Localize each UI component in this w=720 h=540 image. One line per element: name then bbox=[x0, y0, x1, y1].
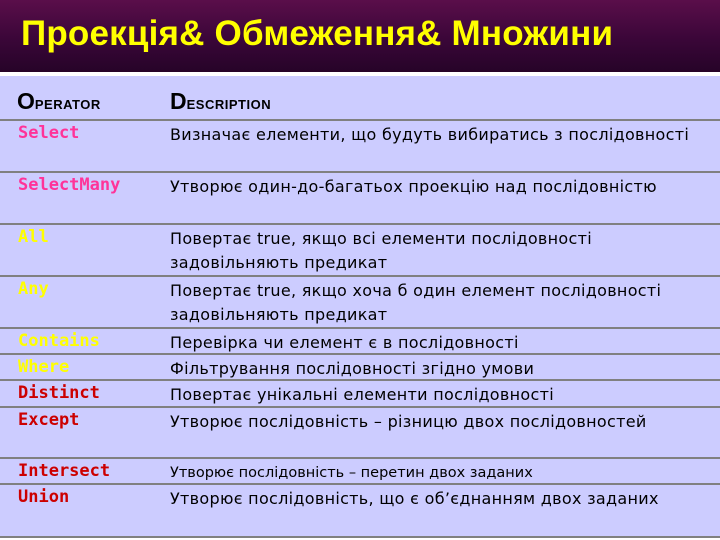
operator-name: Distinct bbox=[18, 383, 100, 403]
table-row bbox=[0, 459, 720, 485]
operator-name: Any bbox=[18, 279, 49, 299]
operator-description: Утворює послідовність – перетин двох заданих bbox=[170, 465, 533, 481]
operator-description: Утворює один-до-багатьох проекцію над послідовністю bbox=[170, 177, 657, 196]
operator-name: Except bbox=[18, 410, 80, 430]
table-row bbox=[0, 329, 720, 355]
operator-name: Intersect bbox=[18, 461, 111, 481]
operator-description: Фільтрування послідовності згідно умови bbox=[170, 359, 535, 378]
operator-description: Утворює послідовність, що є об’єднанням двох заданих bbox=[170, 489, 659, 508]
table-row bbox=[0, 408, 720, 459]
table-row bbox=[0, 381, 720, 408]
operator-name: All bbox=[18, 227, 49, 247]
description-header-rest: ESCRIPTION bbox=[186, 97, 272, 112]
table-row bbox=[0, 355, 720, 381]
operator-description: Перевірка чи елемент є в послідовності bbox=[170, 333, 519, 352]
operator-header-rest: PERATOR bbox=[34, 97, 101, 112]
operator-name: Select bbox=[18, 123, 80, 143]
operator-description: Визначає елементи, що будуть вибиратись з послідовності bbox=[170, 125, 690, 144]
table-row bbox=[0, 173, 720, 225]
operator-name: Union bbox=[18, 487, 70, 507]
operator-name: Where bbox=[18, 357, 70, 377]
table-header bbox=[0, 76, 720, 121]
operator-column-header bbox=[17, 88, 101, 115]
operators-table bbox=[0, 76, 720, 538]
table-body bbox=[0, 121, 720, 538]
operator-name: SelectMany bbox=[18, 175, 121, 195]
table-row bbox=[0, 121, 720, 173]
operator-header-cap: O bbox=[17, 88, 35, 114]
operator-description: Повертає true, якщо всі елементи послідовності задовільняють предикат bbox=[170, 229, 592, 272]
operator-description: Утворює послідовність – різницю двох послідовностей bbox=[170, 412, 647, 431]
table-row bbox=[0, 485, 720, 538]
operator-description: Повертає true, якщо хоча б один елемент послідовності задовільняють предикат bbox=[170, 281, 662, 324]
operator-name: Contains bbox=[18, 331, 100, 351]
table-row bbox=[0, 277, 720, 329]
operator-description: Повертає унікальні елементи послідовності bbox=[170, 385, 554, 404]
title-bar bbox=[0, 0, 720, 72]
description-column-header bbox=[170, 88, 271, 115]
table-row bbox=[0, 225, 720, 277]
slide-title: Проекція& Обмеження& Множини bbox=[21, 14, 614, 53]
description-header-cap: D bbox=[170, 88, 187, 114]
